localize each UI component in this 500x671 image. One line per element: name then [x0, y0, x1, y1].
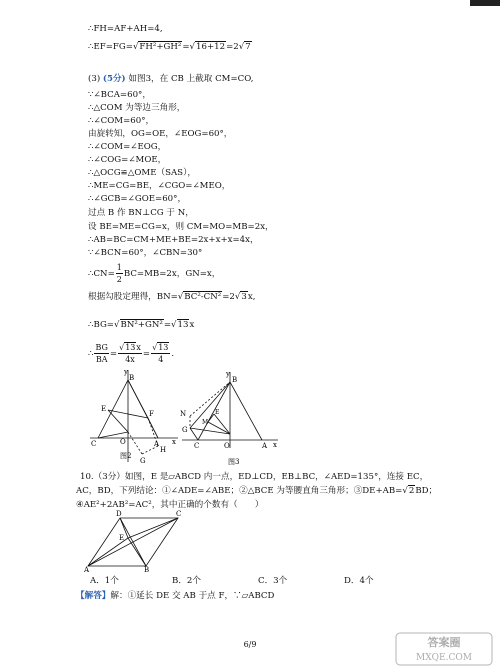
text-line: ∴∠COM=∠EOG，	[88, 142, 167, 152]
text-line: ∴∠COG=∠MOE，	[88, 155, 167, 165]
math-text: ∴	[88, 349, 94, 359]
denominator: 2	[116, 275, 122, 284]
text-line	[88, 342, 174, 365]
math-text: BC=MB=2x，GN=x，	[123, 269, 221, 279]
numerator: 1	[116, 263, 122, 272]
radicand: 2	[408, 486, 415, 496]
option-a: A．1个	[90, 576, 119, 586]
text-line	[88, 42, 252, 53]
radical-sign: √	[152, 343, 158, 352]
label-x: x	[273, 441, 277, 449]
segment-me	[208, 414, 214, 422]
math-text: =2	[226, 42, 239, 52]
label-e: E	[215, 409, 220, 416]
figure-2	[86, 366, 182, 466]
label-d: D	[116, 510, 122, 518]
radicand: 7	[245, 42, 251, 52]
segment-gc	[190, 428, 198, 440]
question-10-line3: ④AE²+2AB²=AC²，其中正确的个数有（ ）	[76, 500, 264, 510]
answer-line	[76, 591, 274, 602]
answer-tag: 【解答】	[76, 591, 111, 601]
radicand: 13	[125, 343, 136, 352]
figure-3	[178, 368, 280, 466]
math-text: =2	[222, 292, 235, 302]
segment-bf	[128, 380, 148, 418]
math-text: x,	[247, 292, 256, 302]
label-g: G	[140, 457, 146, 465]
segment-ba	[230, 382, 262, 440]
radicand: FH²+GH²	[139, 42, 182, 52]
label-h: H	[160, 446, 167, 454]
fraction	[94, 342, 108, 365]
answer-text: 解：①延长 DE 交 AB 于点 F，∵▱ABCD	[110, 591, 275, 601]
math-text: AC，BD，下列结论：①∠ADE=∠ABE；②△BCE 为等腰直角三角形；③DE+AB=	[76, 486, 403, 496]
math-text: x	[136, 343, 141, 352]
text-line: ∴∠GCB=∠GOE=60°，	[88, 194, 187, 204]
label-b: B	[232, 376, 238, 384]
label-x: x	[172, 438, 176, 446]
math-text: .	[171, 349, 175, 359]
math-text: =	[163, 320, 172, 330]
option-d: D．4个	[344, 576, 374, 586]
text-line: 由旋转知，OG=OE，∠EOG=60°，	[88, 129, 233, 139]
option-b: B．2个	[172, 576, 201, 586]
radicand: 13	[177, 320, 189, 330]
numerator	[118, 342, 142, 354]
label-g: G	[182, 426, 188, 434]
radicand: 16+12	[196, 42, 226, 52]
label-n: N	[180, 410, 187, 418]
page-number: 6/9	[243, 640, 257, 649]
label-a: A	[262, 442, 268, 450]
score-tag: (5分)	[102, 74, 126, 84]
option-c: C．3个	[258, 576, 288, 586]
text-line: ∴FH=AF+AH=4,	[88, 24, 163, 34]
math-text: ∴BG=	[88, 320, 115, 330]
corner-mark	[470, 0, 500, 6]
svg-text:答案圈: 答案圈	[427, 636, 461, 649]
dashed-nb	[190, 382, 230, 416]
text-line	[88, 74, 254, 85]
part-number: (3)	[88, 74, 101, 84]
segment-ec	[128, 518, 178, 538]
radicand: BN²+GN²	[120, 320, 163, 330]
radicand: 13	[158, 343, 169, 352]
radical-sign: √	[189, 42, 196, 52]
label-c: C	[176, 510, 182, 518]
label-m: M	[202, 419, 209, 426]
math-text: x	[189, 320, 195, 330]
segment-ae	[88, 538, 128, 566]
math-text: =	[182, 42, 190, 52]
watermark-logo	[394, 631, 494, 667]
text-line: ∵∠BCN=60°，∠CBN=30°	[88, 248, 203, 258]
label-b: B	[144, 566, 150, 572]
math-text: =	[109, 349, 118, 359]
text-line: ∴△OCG≌△OME（SAS），	[88, 168, 196, 178]
math-text: ∴CN=	[88, 269, 115, 279]
label-a: A	[154, 440, 160, 448]
figure-caption: 图2	[120, 452, 132, 460]
label-y: y	[226, 370, 230, 378]
radical-sign: √	[238, 42, 245, 52]
denominator: 4x	[125, 355, 135, 364]
fraction	[116, 262, 123, 285]
label-e: E	[119, 534, 125, 542]
text-line: 过点 B 作 BN⊥CG 于 N，	[88, 208, 194, 218]
label-a: A	[84, 566, 90, 572]
text-line: ∴△COM 为等边三角形，	[88, 103, 186, 113]
text-line: ∴∠COM=60°，	[88, 116, 155, 126]
label-y: y	[124, 368, 128, 376]
diagonal-bd	[120, 518, 146, 566]
svg-text:MXQE.COM: MXQE.COM	[416, 653, 472, 663]
math-text: 如图3，在 CB 上截取 CM=CO,	[128, 74, 254, 84]
denominator: 4	[158, 355, 164, 364]
text-line: ∴AB=BC=CM+ME+BE=2x+x+x=4x，	[88, 235, 259, 245]
label-o: O	[224, 442, 230, 450]
math-text: ∴EF=FG=	[88, 42, 133, 52]
text-line	[88, 292, 255, 303]
text-line	[88, 320, 194, 331]
segment-fa	[148, 418, 158, 438]
radical-sign: √	[234, 292, 241, 302]
segment-eb	[128, 538, 146, 566]
math-text: BD；	[415, 486, 438, 496]
question-10-line1: 10.（3分）如图，E 是▱ABCD 内一点，ED⊥CD，EB⊥BC，∠AED=135°，连接 EC，	[80, 472, 429, 482]
segment-bg	[190, 382, 230, 428]
label-o: O	[120, 438, 126, 446]
fraction	[151, 342, 170, 365]
math-text: =	[142, 349, 151, 359]
question-10-line2	[76, 486, 437, 497]
label-c: C	[91, 440, 97, 448]
label-c: C	[194, 442, 200, 450]
denominator: BA	[95, 355, 108, 364]
radical-sign: √	[119, 343, 125, 352]
label-e: E	[101, 405, 107, 413]
numerator	[151, 342, 170, 354]
dashed-og	[128, 432, 142, 454]
text-line	[88, 262, 220, 285]
numerator: BG	[95, 343, 108, 352]
label-b: B	[129, 374, 135, 382]
radical-sign: √	[132, 42, 139, 52]
radical-sign: √	[171, 320, 177, 330]
radical-sign: √	[177, 292, 184, 302]
figure-caption: 图3	[228, 458, 240, 466]
radical-sign: √	[402, 486, 408, 496]
question-10-figure	[84, 508, 184, 572]
fraction	[118, 342, 142, 365]
math-text: 根据勾股定理得，BN=	[88, 292, 178, 302]
radicand: 3	[241, 292, 247, 302]
radicand: BC²-CN²	[184, 292, 222, 302]
radical-sign: √	[114, 320, 120, 330]
label-f: F	[149, 410, 154, 418]
segment-eo	[214, 414, 230, 434]
text-line: ∵∠BCA=60°，	[88, 90, 151, 100]
text-line: 设 BE=ME=CG=x，则 CM=MO=MB=2x，	[88, 222, 274, 232]
text-line: ∴ME=CG=BE，∠CGO=∠MEO，	[88, 181, 231, 191]
